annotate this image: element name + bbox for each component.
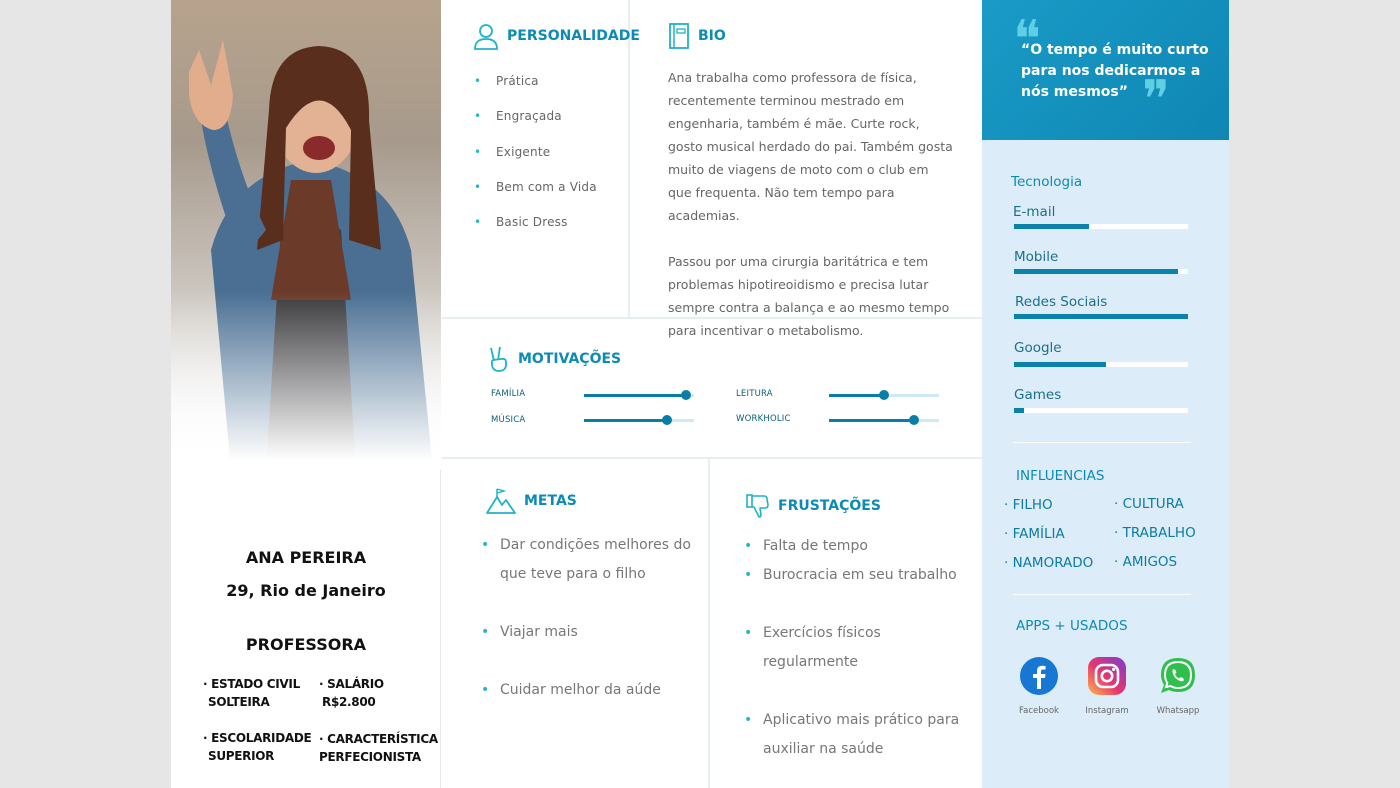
tech-label: E-mail	[1013, 204, 1056, 220]
attr-salary: · SALÁRIO R$2.800	[319, 677, 384, 709]
divider	[708, 459, 710, 788]
app-whatsapp[interactable]	[1148, 656, 1208, 716]
whatsapp-icon	[1158, 656, 1198, 696]
tech-bar-email	[1014, 224, 1188, 229]
divider	[442, 457, 982, 459]
slider-knob	[662, 415, 672, 425]
profile-column	[171, 0, 441, 788]
bio-text	[668, 66, 953, 342]
bio-paragraph-1: Ana trabalha como professora de física, recentemente terminou mestrado em engenharia, também é mãe. Curte rock, gosto musical herdado do pai. Também gosta muito de viagens de moto com o club em que frequenta. Não tem tempo para academias.	[668, 70, 953, 223]
app-label: Whatsapp	[1156, 706, 1200, 716]
slider-fill	[829, 419, 914, 422]
tech-bar-google	[1014, 362, 1188, 367]
mountain-flag-icon	[486, 487, 516, 515]
separator	[1013, 594, 1191, 595]
personality-header	[473, 22, 640, 50]
motivation-label: FAMÍLIA	[491, 389, 526, 399]
goal-item: • Cuidar melhor da aúde	[500, 676, 661, 705]
persona-name: ANA PEREIRA	[245, 548, 367, 567]
influence-item: · FAMÍLIA	[1004, 526, 1065, 542]
app-label: Facebook	[1019, 706, 1059, 716]
tech-bar-fill	[1014, 269, 1178, 274]
motivations-title: MOTIVAÇÕES	[518, 351, 622, 367]
influence-item: · TRABALHO	[1114, 525, 1196, 541]
slider-knob	[909, 415, 919, 425]
notebook-icon	[668, 22, 690, 50]
motivation-label: LEITURA	[736, 389, 773, 399]
attr-education: · ESCOLARIDADE SUPERIOR	[203, 731, 312, 763]
personality-item: • Exigente	[496, 145, 550, 159]
persona-age-city: 29, Rio de Janeiro	[226, 581, 386, 600]
goals-title: METAS	[524, 493, 577, 509]
frustrations-title: FRUSTAÇÕES	[778, 498, 881, 514]
motivation-slider-music	[584, 419, 694, 422]
motivation-slider-family	[584, 394, 694, 397]
tech-label: Games	[1014, 387, 1062, 403]
tech-bar-games	[1014, 408, 1188, 413]
personality-item: • Engraçada	[496, 109, 562, 123]
separator	[1013, 442, 1191, 443]
attr-trait: · CARACTERÍSTICA PERFECIONISTA	[319, 732, 438, 764]
frustrations-header	[746, 493, 881, 519]
quote-open-icon: ❝	[1013, 10, 1041, 70]
tech-label: Redes Sociais	[1015, 294, 1108, 310]
info-sidebar	[982, 0, 1229, 788]
motivation-slider-reading	[829, 394, 939, 397]
personality-item: • Prática	[496, 74, 539, 88]
persona-role: PROFESSORA	[245, 635, 367, 654]
goal-item: • Dar condições melhores do que teve para o filho	[500, 531, 700, 589]
user-icon	[473, 22, 499, 50]
bio-header	[668, 22, 726, 50]
instagram-icon	[1087, 656, 1127, 696]
motivations-header	[488, 345, 621, 373]
quote-box	[982, 0, 1229, 140]
tech-bar-mobile	[1014, 269, 1188, 274]
personality-title: PERSONALIDADE	[507, 28, 640, 44]
bio-title: BIO	[698, 28, 726, 44]
technology-title: Tecnologia	[1011, 174, 1083, 190]
influences-title: INFLUENCIAS	[1016, 468, 1105, 484]
app-label: Instagram	[1085, 706, 1129, 716]
slider-fill	[829, 394, 884, 397]
frustration-item: • Falta de tempo	[763, 532, 868, 561]
frustration-item: • Burocracia em seu trabalho	[763, 561, 957, 590]
motivation-slider-workholic	[829, 419, 939, 422]
tech-bar-fill	[1014, 408, 1024, 413]
tech-label: Google	[1014, 340, 1062, 356]
quote-close-icon: ❞	[1142, 70, 1170, 130]
apps-title: APPS + USADOS	[1016, 618, 1128, 634]
attr-civil-status: · ESTADO CIVIL SOLTEIRA	[203, 677, 300, 709]
facebook-icon	[1019, 656, 1059, 696]
persona-page	[171, 0, 1229, 788]
motivation-label: WORKHOLIC	[736, 414, 791, 424]
quote-text: “O tempo é muito curto para nos dedicarmos a nós mesmos”	[1021, 42, 1209, 100]
peace-hand-icon	[488, 345, 510, 373]
bio-paragraph-2: Passou por uma cirurgia baritátrica e tem problemas hipotireoidismo e precisa lutar sempre contra a balança e ao mesmo tempo para incentivar o metabolismo.	[668, 254, 950, 338]
slider-fill	[584, 394, 686, 397]
influence-item: · FILHO	[1004, 497, 1053, 513]
profile-photo	[171, 0, 441, 470]
influence-item: · AMIGOS	[1114, 554, 1178, 570]
tech-bar-fill	[1014, 362, 1106, 367]
slider-fill	[584, 419, 667, 422]
influence-item: · CULTURA	[1114, 496, 1184, 512]
tech-bar-fill	[1014, 224, 1089, 229]
frustration-item: • Exercícios físicos regularmente	[763, 619, 903, 677]
slider-knob	[681, 390, 691, 400]
personality-item: • Bem com a Vida	[496, 180, 597, 194]
tech-label: Mobile	[1014, 249, 1059, 265]
frustration-item: • Aplicativo mais prático para auxiliar na saúde	[763, 706, 963, 764]
motivation-label: MÚSICA	[491, 415, 526, 425]
app-instagram[interactable]	[1077, 656, 1137, 716]
influence-item: · NAMORADO	[1004, 555, 1094, 571]
tech-bar-fill	[1014, 314, 1188, 319]
personality-item: • Basic Dress	[496, 215, 568, 229]
app-facebook[interactable]	[1009, 656, 1069, 716]
slider-knob	[879, 390, 889, 400]
goal-item: • Viajar mais	[500, 618, 578, 647]
thumbs-down-icon	[746, 493, 770, 519]
goals-header	[486, 487, 577, 515]
tech-bar-social	[1014, 314, 1188, 319]
